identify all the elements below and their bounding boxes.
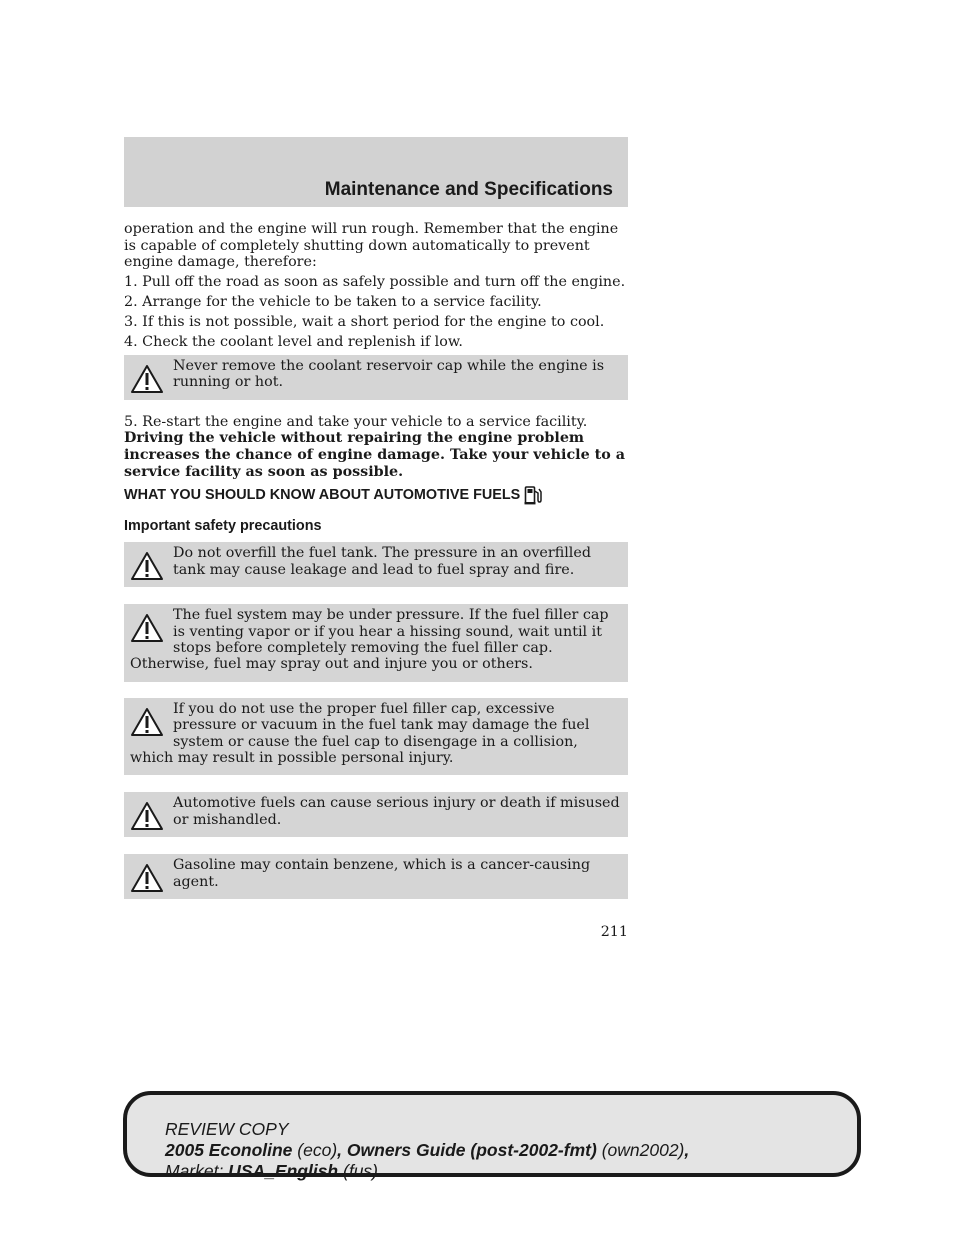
footer-sep-1: , <box>337 1140 347 1160</box>
section-header-band <box>124 137 628 207</box>
warning-triangle-icon <box>130 364 164 394</box>
fuels-heading <box>124 485 628 505</box>
warning-box-fuel-injury <box>124 792 628 837</box>
fuel-pump-icon <box>524 485 542 505</box>
footer-guide-code: (own2002) <box>601 1140 685 1160</box>
warning-triangle-icon <box>130 551 164 581</box>
footer-guide: Owners Guide (post-2002-fmt) <box>346 1140 597 1160</box>
warning-triangle-icon <box>130 863 164 893</box>
footer-market-label: Market: <box>165 1161 224 1181</box>
intro-paragraph: operation and the engine will run rough. Remember that the engine is capable of completely shutting down automatically to prevent engine damage, therefore: <box>124 221 619 271</box>
bold-note: Driving the vehicle without repairing the engine problem increases the chance of engine damage. Take your vehicle to a service facility as soon as possible. <box>124 430 626 480</box>
page-number: 211 <box>600 924 628 940</box>
warning-text: Gasoline may contain benzene, which is a cancer-causing agent. <box>173 857 591 890</box>
step-1: 1. Pull off the road as soon as safely possible and turn off the engine. <box>124 274 626 291</box>
warning-triangle-icon <box>130 707 164 737</box>
step-4: 4. Check the coolant level and replenish if low. <box>124 334 463 351</box>
fuels-subheading: Important safety precautions <box>124 518 322 535</box>
warning-triangle-icon <box>130 801 164 831</box>
warning-box-pressure <box>124 604 628 682</box>
warning-box-overfill <box>124 542 628 587</box>
review-copy-footer <box>123 1091 861 1181</box>
step-2: 2. Arrange for the vehicle to be taken to a service facility. <box>124 294 542 311</box>
footer-line-3 <box>165 1161 689 1182</box>
footer-review-copy: REVIEW COPY <box>165 1119 289 1139</box>
warning-text: The fuel system may be under pressure. If the fuel filler cap is venting vapor or if you hear a hissing sound, wait until it stops before completely removing the fuel filler cap. Otherwise, fuel may spray out and injure you or others. <box>130 607 609 673</box>
warning-text: If you do not use the proper fuel filler cap, excessive pressure or vacuum in the fuel tank may damage the fuel system or cause the fuel cap to disengage in a collision, which may result in possible personal injury. <box>130 700 590 766</box>
footer-model-code: (eco) <box>297 1140 338 1160</box>
footer-line-2 <box>165 1140 689 1161</box>
warning-box-filler-cap <box>124 698 628 776</box>
footer-market: USA_English <box>228 1161 339 1181</box>
fuels-heading-text: WHAT YOU SHOULD KNOW ABOUT AUTOMOTIVE FUELS <box>124 487 521 504</box>
warning-text: Never remove the coolant reservoir cap while the engine is running or hot. <box>173 357 605 391</box>
footer-text <box>165 1119 689 1182</box>
warning-box-benzene <box>124 854 628 899</box>
warning-text: Automotive fuels can cause serious injury or death if misused or mishandled. <box>173 795 620 828</box>
footer-model: 2005 Econoline <box>165 1140 293 1160</box>
page-content <box>124 221 628 899</box>
step-3: 3. If this is not possible, wait a short period for the engine to cool. <box>124 314 605 331</box>
footer-market-code: (fus) <box>343 1161 378 1181</box>
step-5: 5. Re-start the engine and take your vehicle to a service facility. <box>124 413 588 430</box>
warning-text: Do not overfill the fuel tank. The pressure in an overfilled tank may cause leakage and lead to fuel spray and fire. <box>173 545 591 578</box>
warning-triangle-icon <box>130 613 164 643</box>
section-title: Maintenance and Specifications <box>324 179 613 200</box>
warning-box-coolant <box>124 355 628 400</box>
footer-sep-2: , <box>684 1140 690 1160</box>
